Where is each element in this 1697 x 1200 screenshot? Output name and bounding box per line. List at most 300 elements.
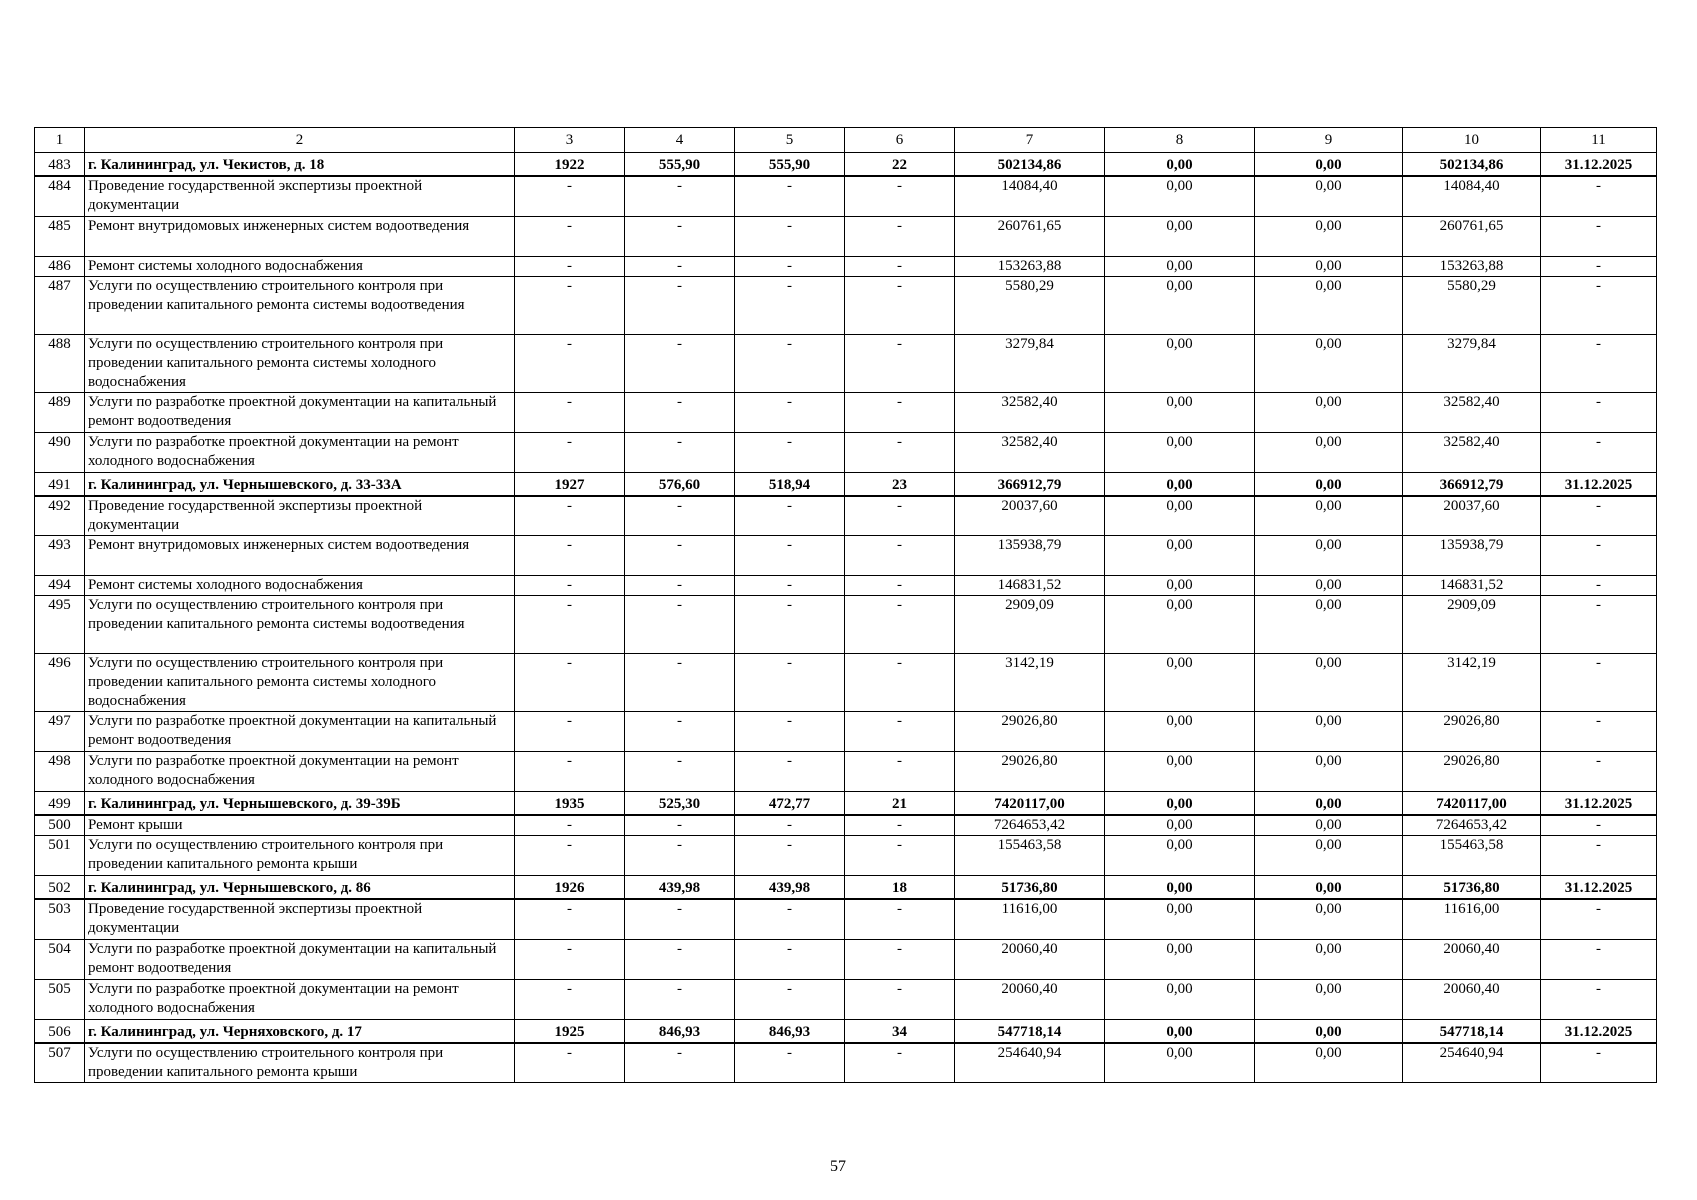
table-cell-col7: 20060,40: [955, 979, 1105, 1019]
table-cell-col10: 32582,40: [1403, 432, 1541, 472]
table-cell-col8: 0,00: [1105, 536, 1255, 576]
table-cell-col1: 491: [35, 472, 85, 496]
table-cell-col9: 0,00: [1255, 1019, 1403, 1043]
table-cell-col11: -: [1541, 392, 1657, 432]
table-cell-col5: 472,77: [735, 792, 845, 816]
table-cell-col6: 21: [845, 792, 955, 816]
table-cell-col7: 3142,19: [955, 654, 1105, 712]
table-cell-col5: -: [735, 432, 845, 472]
table-cell-col7: 29026,80: [955, 712, 1105, 752]
table-cell-col3: 1925: [515, 1019, 625, 1043]
table-cell-col10: 20060,40: [1403, 939, 1541, 979]
table-cell-col9: 0,00: [1255, 939, 1403, 979]
table-cell-col4: -: [625, 712, 735, 752]
table-cell-col10: 260761,65: [1403, 216, 1541, 256]
work-row: [35, 216, 1657, 256]
table-cell-col1: 499: [35, 792, 85, 816]
table-cell-col10: 254640,94: [1403, 1043, 1541, 1083]
table-cell-col9: 0,00: [1255, 432, 1403, 472]
table-cell-col9: 0,00: [1255, 153, 1403, 177]
table-cell-col8: 0,00: [1105, 256, 1255, 276]
header-cell: 1: [35, 128, 85, 153]
table-cell-col6: 23: [845, 472, 955, 496]
table-cell-col8: 0,00: [1105, 979, 1255, 1019]
table-cell-col5: -: [735, 576, 845, 596]
address-row: [35, 792, 1657, 816]
table-cell-col9: 0,00: [1255, 752, 1403, 792]
table-cell-col1: 504: [35, 939, 85, 979]
header-cell: 7: [955, 128, 1105, 153]
table-cell-col3: -: [515, 576, 625, 596]
table-cell-col10: 146831,52: [1403, 576, 1541, 596]
table-cell-col1: 489: [35, 392, 85, 432]
table-cell-col6: -: [845, 939, 955, 979]
table-cell-col3: -: [515, 654, 625, 712]
table-cell-col3: 1927: [515, 472, 625, 496]
table-cell-col1: 500: [35, 815, 85, 836]
table-cell-col9: 0,00: [1255, 836, 1403, 876]
table-cell-col2: Ремонт внутридомовых инженерных систем водоотведения: [85, 216, 515, 256]
table-cell-col5: -: [735, 979, 845, 1019]
table-cell-col6: 18: [845, 876, 955, 900]
table-cell-col7: 146831,52: [955, 576, 1105, 596]
table-cell-col11: -: [1541, 276, 1657, 334]
work-row: [35, 752, 1657, 792]
table-cell-col5: -: [735, 654, 845, 712]
table-cell-col7: 3279,84: [955, 334, 1105, 392]
table-cell-col5: -: [735, 536, 845, 576]
address-row: [35, 1019, 1657, 1043]
work-row: [35, 392, 1657, 432]
table-cell-col2: Ремонт системы холодного водоснабжения: [85, 576, 515, 596]
table-cell-col9: 0,00: [1255, 334, 1403, 392]
table-cell-col9: 0,00: [1255, 472, 1403, 496]
table-cell-col2: Ремонт системы холодного водоснабжения: [85, 256, 515, 276]
table-cell-col8: 0,00: [1105, 176, 1255, 216]
table-cell-col8: 0,00: [1105, 596, 1255, 654]
table-cell-col10: 20037,60: [1403, 496, 1541, 536]
table-cell-col8: 0,00: [1105, 216, 1255, 256]
table-cell-col1: 488: [35, 334, 85, 392]
table-cell-col11: -: [1541, 654, 1657, 712]
header-cell: 3: [515, 128, 625, 153]
table-cell-col5: -: [735, 815, 845, 836]
table-cell-col2: Услуги по разработке проектной документации на ремонт холодного водоснабжения: [85, 432, 515, 472]
table-cell-col2: Проведение государственной экспертизы проектной документации: [85, 176, 515, 216]
table-cell-col5: -: [735, 176, 845, 216]
table-cell-col4: 525,30: [625, 792, 735, 816]
table-cell-col1: 492: [35, 496, 85, 536]
table-cell-col6: -: [845, 596, 955, 654]
table-cell-col6: -: [845, 334, 955, 392]
table-cell-col9: 0,00: [1255, 176, 1403, 216]
table-cell-col4: 846,93: [625, 1019, 735, 1043]
table-cell-col4: -: [625, 432, 735, 472]
table-cell-col7: 260761,65: [955, 216, 1105, 256]
register-table: [34, 127, 1657, 1083]
table-cell-col3: -: [515, 815, 625, 836]
table-cell-col1: 507: [35, 1043, 85, 1083]
table-cell-col4: -: [625, 216, 735, 256]
table-cell-col9: 0,00: [1255, 979, 1403, 1019]
table-cell-col3: -: [515, 536, 625, 576]
table-cell-col6: -: [845, 256, 955, 276]
table-cell-col10: 7420117,00: [1403, 792, 1541, 816]
table-cell-col6: -: [845, 576, 955, 596]
table-cell-col6: -: [845, 752, 955, 792]
table-cell-col3: -: [515, 596, 625, 654]
table-cell-col8: 0,00: [1105, 792, 1255, 816]
table-cell-col2: Услуги по осуществлению строительного контроля при проведении капитального ремонта системы водоотведения: [85, 276, 515, 334]
table-cell-col4: -: [625, 536, 735, 576]
table-cell-col3: -: [515, 712, 625, 752]
column-number-row: [35, 128, 1657, 153]
table-cell-col4: -: [625, 815, 735, 836]
table-cell-col3: -: [515, 752, 625, 792]
header-cell: 10: [1403, 128, 1541, 153]
table-cell-col8: 0,00: [1105, 899, 1255, 939]
table-cell-col8: 0,00: [1105, 153, 1255, 177]
table-cell-col2: Услуги по разработке проектной документации на капитальный ремонт водоотведения: [85, 392, 515, 432]
table-cell-col3: 1926: [515, 876, 625, 900]
table-cell-col9: 0,00: [1255, 276, 1403, 334]
table-cell-col1: 503: [35, 899, 85, 939]
table-cell-col3: -: [515, 1043, 625, 1083]
table-cell-col6: -: [845, 276, 955, 334]
table-cell-col3: -: [515, 216, 625, 256]
table-cell-col5: -: [735, 836, 845, 876]
table-cell-col3: -: [515, 979, 625, 1019]
header-cell: 5: [735, 128, 845, 153]
table-cell-col11: -: [1541, 216, 1657, 256]
table-cell-col1: 498: [35, 752, 85, 792]
table-cell-col4: -: [625, 576, 735, 596]
table-cell-col1: 486: [35, 256, 85, 276]
table-cell-col5: -: [735, 256, 845, 276]
table-cell-col4: -: [625, 939, 735, 979]
table-cell-col7: 14084,40: [955, 176, 1105, 216]
table-cell-col6: -: [845, 899, 955, 939]
table-cell-col6: -: [845, 392, 955, 432]
table-cell-col10: 14084,40: [1403, 176, 1541, 216]
table-cell-col3: -: [515, 276, 625, 334]
table-cell-col1: 506: [35, 1019, 85, 1043]
header-cell: 11: [1541, 128, 1657, 153]
table-cell-col3: 1935: [515, 792, 625, 816]
table-cell-col3: 1922: [515, 153, 625, 177]
table-cell-col4: -: [625, 256, 735, 276]
table-cell-col6: -: [845, 654, 955, 712]
table-cell-col8: 0,00: [1105, 752, 1255, 792]
table-cell-col9: 0,00: [1255, 899, 1403, 939]
table-cell-col7: 547718,14: [955, 1019, 1105, 1043]
table-cell-col8: 0,00: [1105, 276, 1255, 334]
table-cell-col7: 2909,09: [955, 596, 1105, 654]
table-cell-col8: 0,00: [1105, 654, 1255, 712]
table-cell-col3: -: [515, 836, 625, 876]
table-cell-col7: 366912,79: [955, 472, 1105, 496]
table-cell-col5: -: [735, 596, 845, 654]
table-cell-col4: -: [625, 654, 735, 712]
table-cell-col1: 496: [35, 654, 85, 712]
work-row: [35, 979, 1657, 1019]
table-cell-col1: 497: [35, 712, 85, 752]
table-cell-col4: -: [625, 899, 735, 939]
table-cell-col1: 505: [35, 979, 85, 1019]
table-cell-col4: -: [625, 596, 735, 654]
work-row: [35, 256, 1657, 276]
table-cell-col11: 31.12.2025: [1541, 472, 1657, 496]
table-cell-col7: 153263,88: [955, 256, 1105, 276]
table-cell-col7: 20060,40: [955, 939, 1105, 979]
work-row: [35, 836, 1657, 876]
header-cell: 2: [85, 128, 515, 153]
table-cell-col9: 0,00: [1255, 792, 1403, 816]
table-cell-col5: -: [735, 899, 845, 939]
table-cell-col9: 0,00: [1255, 576, 1403, 596]
page-number: 57: [830, 1158, 846, 1175]
table-cell-col8: 0,00: [1105, 1043, 1255, 1083]
table-cell-col2: Ремонт крыши: [85, 815, 515, 836]
table-cell-col9: 0,00: [1255, 876, 1403, 900]
table-cell-col8: 0,00: [1105, 712, 1255, 752]
table-cell-col9: 0,00: [1255, 712, 1403, 752]
table-cell-col11: -: [1541, 256, 1657, 276]
table-cell-col4: -: [625, 392, 735, 432]
table-cell-col5: -: [735, 334, 845, 392]
work-row: [35, 815, 1657, 836]
header-cell: 8: [1105, 128, 1255, 153]
table-cell-col11: -: [1541, 712, 1657, 752]
table-cell-col7: 32582,40: [955, 432, 1105, 472]
table-cell-col11: -: [1541, 536, 1657, 576]
table-cell-col7: 502134,86: [955, 153, 1105, 177]
table-cell-col6: -: [845, 979, 955, 1019]
table-cell-col2: Услуги по разработке проектной документации на капитальный ремонт водоотведения: [85, 712, 515, 752]
table-cell-col4: 555,90: [625, 153, 735, 177]
table-cell-col1: 495: [35, 596, 85, 654]
table-cell-col7: 135938,79: [955, 536, 1105, 576]
work-row: [35, 899, 1657, 939]
table-cell-col5: -: [735, 939, 845, 979]
table-cell-col1: 501: [35, 836, 85, 876]
table-cell-col9: 0,00: [1255, 654, 1403, 712]
table-cell-col10: 7264653,42: [1403, 815, 1541, 836]
table-cell-col2: Услуги по разработке проектной документации на ремонт холодного водоснабжения: [85, 979, 515, 1019]
table-cell-col2: г. Калининград, ул. Черняховского, д. 17: [85, 1019, 515, 1043]
table-cell-col9: 0,00: [1255, 596, 1403, 654]
table-cell-col8: 0,00: [1105, 496, 1255, 536]
table-cell-col5: -: [735, 392, 845, 432]
table-cell-col10: 5580,29: [1403, 276, 1541, 334]
table-cell-col1: 502: [35, 876, 85, 900]
work-row: [35, 432, 1657, 472]
table-cell-col2: Ремонт внутридомовых инженерных систем водоотведения: [85, 536, 515, 576]
table-cell-col9: 0,00: [1255, 256, 1403, 276]
table-cell-col6: -: [845, 712, 955, 752]
table-cell-col10: 502134,86: [1403, 153, 1541, 177]
table-cell-col4: -: [625, 836, 735, 876]
table-cell-col10: 20060,40: [1403, 979, 1541, 1019]
table-cell-col5: 518,94: [735, 472, 845, 496]
table-cell-col2: г. Калининград, ул. Чекистов, д. 18: [85, 153, 515, 177]
table-cell-col2: Услуги по разработке проектной документации на ремонт холодного водоснабжения: [85, 752, 515, 792]
table-cell-col2: г. Калининград, ул. Чернышевского, д. 39-39Б: [85, 792, 515, 816]
table-cell-col7: 155463,58: [955, 836, 1105, 876]
table-cell-col2: Услуги по разработке проектной документации на капитальный ремонт водоотведения: [85, 939, 515, 979]
table-cell-col7: 11616,00: [955, 899, 1105, 939]
table-cell-col3: -: [515, 899, 625, 939]
table-cell-col1: 483: [35, 153, 85, 177]
table-cell-col8: 0,00: [1105, 392, 1255, 432]
table-cell-col6: -: [845, 1043, 955, 1083]
table-cell-col7: 7420117,00: [955, 792, 1105, 816]
table-cell-col8: 0,00: [1105, 576, 1255, 596]
table-cell-col2: Услуги по осуществлению строительного контроля при проведении капитального ремонта крыши: [85, 1043, 515, 1083]
table-cell-col3: -: [515, 176, 625, 216]
table-cell-col9: 0,00: [1255, 496, 1403, 536]
work-row: [35, 712, 1657, 752]
table-cell-col7: 32582,40: [955, 392, 1105, 432]
table-cell-col10: 155463,58: [1403, 836, 1541, 876]
table-cell-col7: 254640,94: [955, 1043, 1105, 1083]
table-cell-col11: -: [1541, 836, 1657, 876]
table-cell-col6: -: [845, 836, 955, 876]
table-cell-col8: 0,00: [1105, 876, 1255, 900]
table-cell-col3: -: [515, 334, 625, 392]
table-cell-col5: -: [735, 496, 845, 536]
table-cell-col1: 490: [35, 432, 85, 472]
table-cell-col2: Проведение государственной экспертизы проектной документации: [85, 899, 515, 939]
table-cell-col6: -: [845, 216, 955, 256]
table-cell-col4: -: [625, 979, 735, 1019]
table-cell-col2: г. Калининград, ул. Чернышевского, д. 86: [85, 876, 515, 900]
table-cell-col4: -: [625, 1043, 735, 1083]
address-row: [35, 153, 1657, 177]
table-cell-col8: 0,00: [1105, 472, 1255, 496]
table-cell-col5: 439,98: [735, 876, 845, 900]
table-cell-col7: 5580,29: [955, 276, 1105, 334]
work-row: [35, 654, 1657, 712]
table-cell-col8: 0,00: [1105, 334, 1255, 392]
table-cell-col10: 2909,09: [1403, 596, 1541, 654]
table-cell-col9: 0,00: [1255, 1043, 1403, 1083]
table-cell-col3: -: [515, 392, 625, 432]
table-cell-col9: 0,00: [1255, 392, 1403, 432]
table-cell-col2: Услуги по осуществлению строительного контроля при проведении капитального ремонта крыши: [85, 836, 515, 876]
table-cell-col3: -: [515, 939, 625, 979]
table-cell-col11: -: [1541, 496, 1657, 536]
work-row: [35, 596, 1657, 654]
table-cell-col7: 51736,80: [955, 876, 1105, 900]
table-cell-col1: 487: [35, 276, 85, 334]
table-cell-col2: Услуги по осуществлению строительного контроля при проведении капитального ремонта системы холодного водоснабжения: [85, 654, 515, 712]
table-cell-col2: Проведение государственной экспертизы проектной документации: [85, 496, 515, 536]
table-cell-col9: 0,00: [1255, 216, 1403, 256]
table-cell-col6: -: [845, 496, 955, 536]
work-row: [35, 334, 1657, 392]
table-cell-col6: -: [845, 432, 955, 472]
address-row: [35, 876, 1657, 900]
table-cell-col7: 29026,80: [955, 752, 1105, 792]
table-cell-col10: 29026,80: [1403, 752, 1541, 792]
table-cell-col11: -: [1541, 899, 1657, 939]
header-cell: 4: [625, 128, 735, 153]
table-cell-col10: 32582,40: [1403, 392, 1541, 432]
table-cell-col11: -: [1541, 1043, 1657, 1083]
table-cell-col11: 31.12.2025: [1541, 153, 1657, 177]
table-cell-col11: -: [1541, 596, 1657, 654]
work-row: [35, 536, 1657, 576]
table-cell-col11: -: [1541, 432, 1657, 472]
work-row: [35, 576, 1657, 596]
table-cell-col5: -: [735, 276, 845, 334]
table-cell-col4: -: [625, 276, 735, 334]
address-row: [35, 472, 1657, 496]
table-cell-col7: 20037,60: [955, 496, 1105, 536]
table-cell-col11: 31.12.2025: [1541, 876, 1657, 900]
table-cell-col9: 0,00: [1255, 536, 1403, 576]
table-cell-col8: 0,00: [1105, 1019, 1255, 1043]
table-cell-col8: 0,00: [1105, 815, 1255, 836]
table-cell-col4: 439,98: [625, 876, 735, 900]
table-cell-col10: 51736,80: [1403, 876, 1541, 900]
table-cell-col11: -: [1541, 752, 1657, 792]
work-row: [35, 939, 1657, 979]
table-cell-col3: -: [515, 496, 625, 536]
table-cell-col2: г. Калининград, ул. Чернышевского, д. 33-33А: [85, 472, 515, 496]
table-cell-col11: -: [1541, 979, 1657, 1019]
table-cell-col8: 0,00: [1105, 836, 1255, 876]
table-cell-col6: 22: [845, 153, 955, 177]
table-cell-col9: 0,00: [1255, 815, 1403, 836]
table-cell-col11: -: [1541, 939, 1657, 979]
table-cell-col1: 494: [35, 576, 85, 596]
table-cell-col8: 0,00: [1105, 432, 1255, 472]
table-cell-col10: 3279,84: [1403, 334, 1541, 392]
table-cell-col10: 135938,79: [1403, 536, 1541, 576]
table-cell-col5: -: [735, 1043, 845, 1083]
table-cell-col5: -: [735, 216, 845, 256]
table-cell-col6: 34: [845, 1019, 955, 1043]
table-cell-col4: -: [625, 496, 735, 536]
table-cell-col1: 484: [35, 176, 85, 216]
table-cell-col11: 31.12.2025: [1541, 1019, 1657, 1043]
table-cell-col10: 29026,80: [1403, 712, 1541, 752]
work-row: [35, 1043, 1657, 1083]
table-cell-col4: 576,60: [625, 472, 735, 496]
table-cell-col5: -: [735, 712, 845, 752]
table-cell-col8: 0,00: [1105, 939, 1255, 979]
table-cell-col11: -: [1541, 176, 1657, 216]
table-cell-col3: -: [515, 432, 625, 472]
table-cell-col1: 485: [35, 216, 85, 256]
table-cell-col5: 846,93: [735, 1019, 845, 1043]
table-cell-col11: 31.12.2025: [1541, 792, 1657, 816]
table-cell-col4: -: [625, 752, 735, 792]
table-cell-col11: -: [1541, 576, 1657, 596]
table-cell-col6: -: [845, 176, 955, 216]
work-row: [35, 496, 1657, 536]
work-row: [35, 276, 1657, 334]
table-cell-col1: 493: [35, 536, 85, 576]
table-cell-col10: 3142,19: [1403, 654, 1541, 712]
table-cell-col5: 555,90: [735, 153, 845, 177]
table-cell-col10: 153263,88: [1403, 256, 1541, 276]
table-cell-col5: -: [735, 752, 845, 792]
table-cell-col2: Услуги по осуществлению строительного контроля при проведении капитального ремонта системы холодного водоснабжения: [85, 334, 515, 392]
table-cell-col2: Услуги по осуществлению строительного контроля при проведении капитального ремонта системы водоотведения: [85, 596, 515, 654]
